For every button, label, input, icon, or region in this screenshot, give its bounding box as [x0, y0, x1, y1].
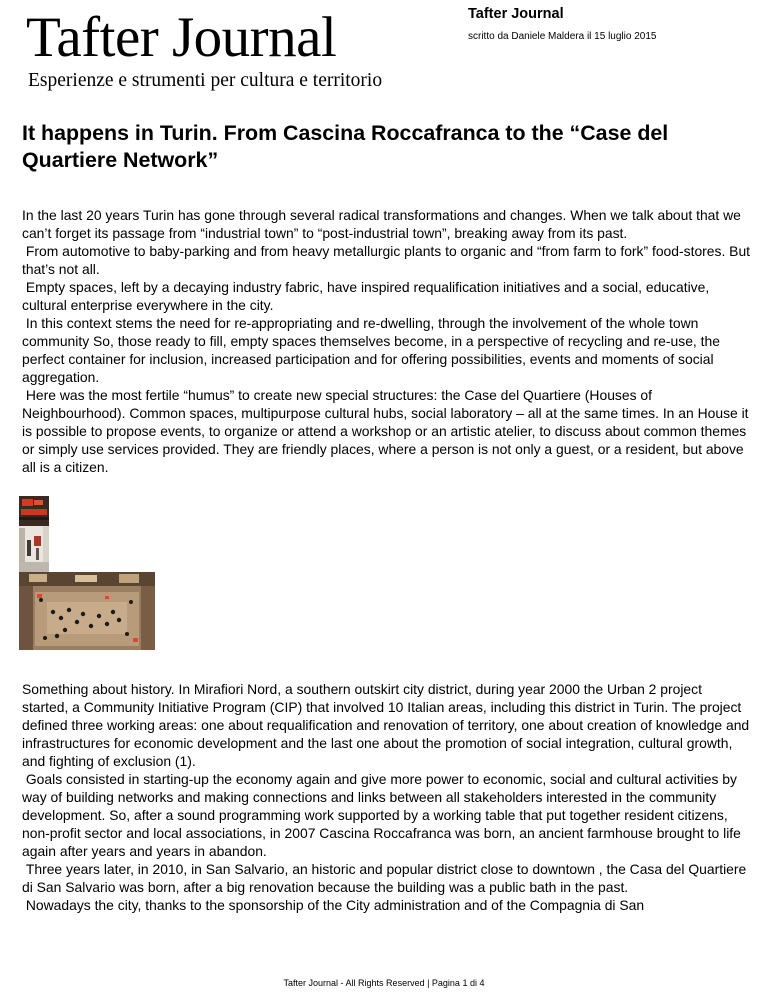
article-body-intro	[22, 206, 752, 476]
logo-tagline: Esperienze e strumenti per cultura e territorio	[28, 70, 383, 91]
photo-event-hall-graphic	[19, 572, 155, 650]
logo-title: Tafter Journal	[26, 6, 337, 69]
paragraph: Three years later, in 2010, in San Salvario, an historic and popular district close to downtown , the Casa del Quartiere di San Salvario was born, after a big renovation because the building was a public bath in the past.	[22, 861, 747, 895]
paragraph: Empty spaces, left by a decaying industry fabric, have inspired requalification initiatives and a social, educative, cultural enterprise everywhere in the city.	[22, 279, 710, 313]
paragraph: Here was the most fertile “humus” to create new special structures: the Case del Quartiere (Houses of Neighbourhood). Common spaces, multipurpose cultural hubs, social laboratory – all at the same times. In an House it is possible to propose events, to organize or attend a workshop or an artistic atelier, to discuss about common themes or simply use services provided. They are friendly places, where a person is not only a guest, or a resident, but above all is a citizen.	[22, 387, 749, 475]
photo-cascina-interior	[19, 496, 49, 572]
journal-logo	[26, 8, 446, 92]
article-title: It happens in Turin. From Cascina Roccafranca to the “Case del Quartiere Network”	[22, 121, 669, 172]
photo-event-hall	[19, 572, 155, 650]
journal-name: Tafter Journal	[468, 6, 564, 22]
paragraph: Nowadays the city, thanks to the sponsorship of the City administration and of the Compagnia di San	[22, 897, 645, 913]
paragraph: From automotive to baby-parking and from heavy metallurgic plants to organic and “from farm to fork” food-stores. But that’s not all.	[22, 243, 751, 277]
article-byline: scritto da Daniele Maldera il 15 luglio 2015	[468, 31, 657, 42]
paragraph: Something about history. In Mirafiori Nord, a southern outskirt city district, during year 2000 the Urban 2 project started, a Community Initiative Program (CIP) that involved 10 Italian areas, including this district in Turin. The project defined three working areas: one about requalification and renovation of territory, one about creation of knowledge and infrastructures for economic development and the last one about the promotion of social integration, cultural growth, and fighting of exclusion (1).	[22, 681, 750, 769]
paragraph: In the last 20 years Turin has gone through several radical transformations and changes. When we talk about that we can’t forget its passage from “industrial town” to “post-industrial town”, breaking away from its past.	[22, 207, 741, 241]
paragraph: Goals consisted in starting-up the economy again and give more power to economic, social and cultural activities by way of building networks and making connections and links between all stakeholders interested in the community development. So, after a sound programming work supported by a working table that put together resident citizens, non-profit sector and local associations, in 2007 Cascina Roccafranca was born, an ancient farmhouse brought to life again after years and years in abandon.	[22, 771, 741, 859]
paragraph: In this context stems the need for re-appropriating and re-dwelling, through the involvement of the whole town community So, those ready to fill, empty spaces themselves become, in a perspective of recycling and re-use, the perfect container for inclusion, increased participation and for offering possibilities, events and moments of social aggregation.	[22, 315, 720, 385]
photo-cascina-interior-graphic	[19, 496, 49, 572]
header-info	[468, 6, 656, 43]
page-footer: Tafter Journal - All Rights Reserved | Pagina 1 di 4	[283, 978, 485, 988]
article-body-history	[22, 680, 752, 914]
